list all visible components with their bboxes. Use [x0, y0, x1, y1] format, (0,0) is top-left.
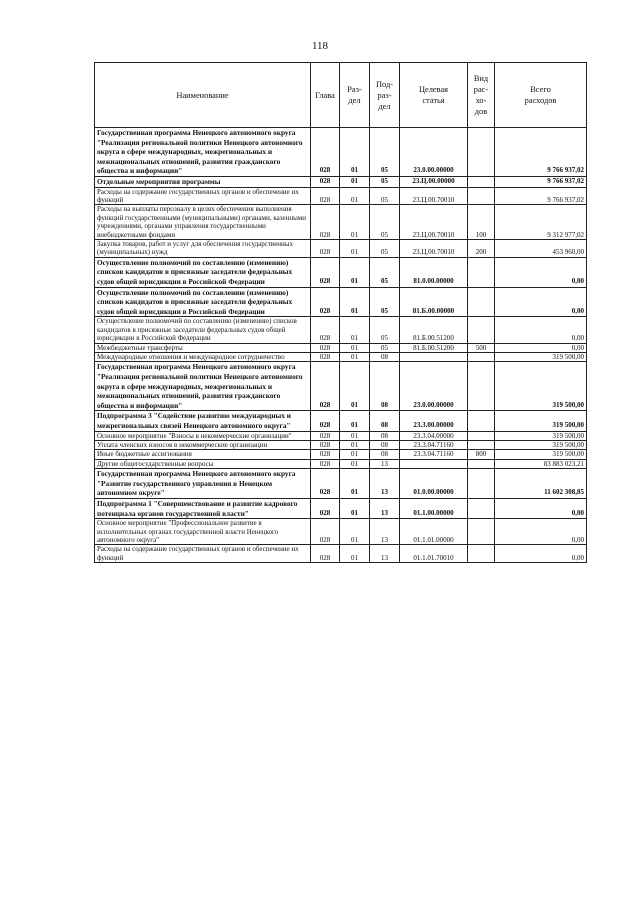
cell-expense-type — [468, 128, 495, 177]
budget-table — [94, 62, 587, 563]
cell-total: 319 500,00 — [495, 440, 587, 449]
cell-chapter: 028 — [311, 450, 340, 459]
table-row — [95, 469, 587, 499]
table-row — [95, 440, 587, 449]
cell-target: 81.0.00.00000 — [400, 257, 468, 287]
cell-total: 9 766 937,02 — [495, 128, 587, 177]
cell-expense-type — [468, 257, 495, 287]
cell-chapter: 028 — [311, 317, 340, 343]
cell-chapter: 028 — [311, 343, 340, 352]
cell-target: 23.3.04.71160 — [400, 450, 468, 459]
cell-chapter: 028 — [311, 498, 340, 518]
table-row — [95, 431, 587, 440]
cell-section: 01 — [340, 187, 370, 205]
cell-name: Отдельные мероприятия программы — [95, 176, 311, 187]
table-row — [95, 459, 587, 468]
cell-expense-type — [468, 545, 495, 563]
table-body — [95, 128, 587, 563]
cell-section: 01 — [340, 362, 370, 411]
header-name: Наименование — [95, 63, 311, 128]
cell-chapter: 028 — [311, 353, 340, 362]
cell-expense-type — [468, 411, 495, 431]
cell-target: 23.Ц.00.00000 — [400, 176, 468, 187]
cell-chapter: 028 — [311, 128, 340, 177]
cell-subsection: 05 — [370, 317, 400, 343]
table-row — [95, 176, 587, 187]
cell-name: Осуществление полномочий по составлению (изменению) списков кандидатов в присяжные заседатели федеральных судов общей юрисдикции в Российской Федерации — [95, 257, 311, 287]
table-row — [95, 411, 587, 431]
cell-expense-type: 100 — [468, 205, 495, 240]
cell-target: 23.0.00.00000 — [400, 362, 468, 411]
cell-subsection: 13 — [370, 545, 400, 563]
cell-name: Основное мероприятие "Профессиональное развитие в исполнительных органах государственной власти Ненецкого автономного округа" — [95, 519, 311, 545]
cell-chapter: 028 — [311, 240, 340, 258]
cell-total: 0,00 — [495, 317, 587, 343]
cell-target: 81.Б.00.51200 — [400, 343, 468, 352]
cell-target — [400, 459, 468, 468]
table-row — [95, 187, 587, 205]
table-row — [95, 519, 587, 545]
table-row — [95, 240, 587, 258]
cell-name: Государственная программа Ненецкого автономного округа "Развитие государственного управления в Ненецком автономном округе" — [95, 469, 311, 499]
cell-section: 01 — [340, 459, 370, 468]
header-section: Раз- дел — [340, 63, 370, 128]
cell-subsection: 08 — [370, 362, 400, 411]
cell-subsection: 05 — [370, 176, 400, 187]
cell-chapter: 028 — [311, 519, 340, 545]
page-number: 118 — [311, 40, 329, 52]
cell-section: 01 — [340, 343, 370, 352]
cell-target: 01.1.01.70010 — [400, 545, 468, 563]
cell-total: 0,00 — [495, 519, 587, 545]
cell-section: 01 — [340, 469, 370, 499]
table-row — [95, 128, 587, 177]
cell-name: Уплата членских взносов в некоммерческие организации — [95, 440, 311, 449]
cell-expense-type — [468, 353, 495, 362]
cell-target: 23.Ц.00.70010 — [400, 205, 468, 240]
cell-chapter: 028 — [311, 176, 340, 187]
cell-name: Подпрограмма 3 "Содействие развитию международных и межрегиональных связей Ненецкого автономного округа" — [95, 411, 311, 431]
table-row — [95, 317, 587, 343]
cell-subsection: 05 — [370, 240, 400, 258]
cell-total: 0,00 — [495, 545, 587, 563]
cell-target — [400, 353, 468, 362]
cell-chapter: 028 — [311, 205, 340, 240]
cell-total: 9 312 977,02 — [495, 205, 587, 240]
cell-total: 0,00 — [495, 257, 587, 287]
cell-total: 319 500,00 — [495, 362, 587, 411]
cell-chapter: 028 — [311, 440, 340, 449]
cell-target: 81.Б.00.51200 — [400, 317, 468, 343]
cell-expense-type — [468, 519, 495, 545]
cell-total: 83 883 023,21 — [495, 459, 587, 468]
cell-target: 23.3.04.71160 — [400, 440, 468, 449]
table-row — [95, 353, 587, 362]
cell-chapter: 028 — [311, 545, 340, 563]
cell-subsection: 13 — [370, 469, 400, 499]
cell-total: 9 766 937,02 — [495, 176, 587, 187]
cell-subsection: 05 — [370, 287, 400, 317]
cell-chapter: 028 — [311, 411, 340, 431]
cell-section: 01 — [340, 205, 370, 240]
cell-target: 23.0.00.00000 — [400, 128, 468, 177]
table-row — [95, 545, 587, 563]
cell-name: Осуществление полномочий по составлению (изменению) списков кандидатов в присяжные заседатели федеральных судов общей юрисдикции в Российской Федерации — [95, 317, 311, 343]
cell-name: Закупка товаров, работ и услуг для обеспечения государственных (муниципальных) нужд — [95, 240, 311, 258]
cell-expense-type — [468, 459, 495, 468]
cell-expense-type: 500 — [468, 343, 495, 352]
table-header-row — [95, 63, 587, 128]
header-total: Всего расходов — [495, 63, 587, 128]
cell-section: 01 — [340, 431, 370, 440]
cell-total: 319 500,00 — [495, 411, 587, 431]
cell-chapter: 028 — [311, 469, 340, 499]
cell-subsection: 05 — [370, 187, 400, 205]
cell-expense-type — [468, 469, 495, 499]
cell-subsection: 13 — [370, 519, 400, 545]
cell-total: 319 500,00 — [495, 450, 587, 459]
cell-name: Иные бюджетные ассигнования — [95, 450, 311, 459]
cell-subsection: 05 — [370, 257, 400, 287]
cell-subsection: 13 — [370, 459, 400, 468]
cell-expense-type — [468, 187, 495, 205]
cell-chapter: 028 — [311, 287, 340, 317]
table-row — [95, 498, 587, 518]
cell-subsection: 05 — [370, 128, 400, 177]
header-target: Целевая статья — [400, 63, 468, 128]
cell-subsection: 05 — [370, 205, 400, 240]
cell-section: 01 — [340, 545, 370, 563]
cell-target: 01.1.00.00000 — [400, 498, 468, 518]
cell-total: 9 766 937,02 — [495, 187, 587, 205]
cell-expense-type — [468, 317, 495, 343]
cell-name: Расходы на содержание государственных органов и обеспечение их функций — [95, 545, 311, 563]
table-row — [95, 205, 587, 240]
cell-expense-type — [468, 498, 495, 518]
header-chapter: Глава — [311, 63, 340, 128]
cell-total: 0,00 — [495, 498, 587, 518]
cell-total: 0,00 — [495, 287, 587, 317]
cell-chapter: 028 — [311, 431, 340, 440]
cell-section: 01 — [340, 450, 370, 459]
table-row — [95, 257, 587, 287]
cell-expense-type: 200 — [468, 240, 495, 258]
cell-subsection: 13 — [370, 498, 400, 518]
cell-chapter: 028 — [311, 362, 340, 411]
cell-section: 01 — [340, 353, 370, 362]
cell-total: 453 960,00 — [495, 240, 587, 258]
cell-total: 11 602 308,85 — [495, 469, 587, 499]
cell-total: 319 500,00 — [495, 353, 587, 362]
cell-expense-type: 800 — [468, 450, 495, 459]
cell-section: 01 — [340, 519, 370, 545]
cell-total: 0,00 — [495, 343, 587, 352]
cell-section: 01 — [340, 317, 370, 343]
table-row — [95, 362, 587, 411]
cell-subsection: 05 — [370, 343, 400, 352]
table-row — [95, 450, 587, 459]
cell-subsection: 08 — [370, 450, 400, 459]
cell-name: Расходы на выплаты персоналу в целях обеспечения выполнения функций государственными (муниципальными) органами, казенными учреждениями, органами управления государственными внебюджетными фондами — [95, 205, 311, 240]
cell-name: Основное мероприятие "Взносы в некоммерческие организации" — [95, 431, 311, 440]
cell-section: 01 — [340, 287, 370, 317]
cell-target: 81.Б.00.00000 — [400, 287, 468, 317]
cell-subsection: 08 — [370, 411, 400, 431]
cell-subsection: 08 — [370, 431, 400, 440]
cell-target: 23.Ц.00.70010 — [400, 240, 468, 258]
cell-expense-type — [468, 362, 495, 411]
cell-target: 23.Ц.00.70010 — [400, 187, 468, 205]
cell-name: Государственная программа Ненецкого автономного округа "Реализация региональной политики Ненецкого автономного округа в сфере международных, межрегиональных и межнациональных отношений, развития гражданского общества и информации" — [95, 362, 311, 411]
cell-name: Другие общегосударственные вопросы — [95, 459, 311, 468]
cell-expense-type — [468, 431, 495, 440]
cell-name: Осуществление полномочий по составлению (изменению) списков кандидатов в присяжные заседатели федеральных судов общей юрисдикции в Российской Федерации — [95, 287, 311, 317]
cell-section: 01 — [340, 440, 370, 449]
cell-section: 01 — [340, 128, 370, 177]
cell-total: 319 500,00 — [495, 431, 587, 440]
cell-expense-type — [468, 287, 495, 317]
cell-name: Государственная программа Ненецкого автономного округа "Реализация региональной политики Ненецкого автономного округа в сфере международных, межрегиональных и межнациональных отношений, развития гражданского общества и информации" — [95, 128, 311, 177]
cell-section: 01 — [340, 498, 370, 518]
cell-name: Расходы на содержание государственных органов и обеспечение их функций — [95, 187, 311, 205]
cell-expense-type — [468, 440, 495, 449]
cell-name: Международные отношения и международное сотрудничество — [95, 353, 311, 362]
header-subsection: Под- раз- дел — [370, 63, 400, 128]
cell-chapter: 028 — [311, 459, 340, 468]
cell-chapter: 028 — [311, 187, 340, 205]
header-expense-type: Вид рас- хо- дов — [468, 63, 495, 128]
cell-target: 01.1.01.00000 — [400, 519, 468, 545]
table-row — [95, 343, 587, 352]
cell-section: 01 — [340, 240, 370, 258]
cell-section: 01 — [340, 257, 370, 287]
cell-name: Межбюджетные трансферты — [95, 343, 311, 352]
cell-name: Подпрограмма 1 "Совершенствование и развитие кадрового потенциала органов государственной власти" — [95, 498, 311, 518]
cell-section: 01 — [340, 176, 370, 187]
cell-chapter: 028 — [311, 257, 340, 287]
table-row — [95, 287, 587, 317]
cell-target: 23.3.00.00000 — [400, 411, 468, 431]
cell-section: 01 — [340, 411, 370, 431]
cell-expense-type — [468, 176, 495, 187]
cell-target: 23.3.04.00000 — [400, 431, 468, 440]
cell-target: 01.0.00.00000 — [400, 469, 468, 499]
cell-subsection: 08 — [370, 353, 400, 362]
cell-subsection: 08 — [370, 440, 400, 449]
